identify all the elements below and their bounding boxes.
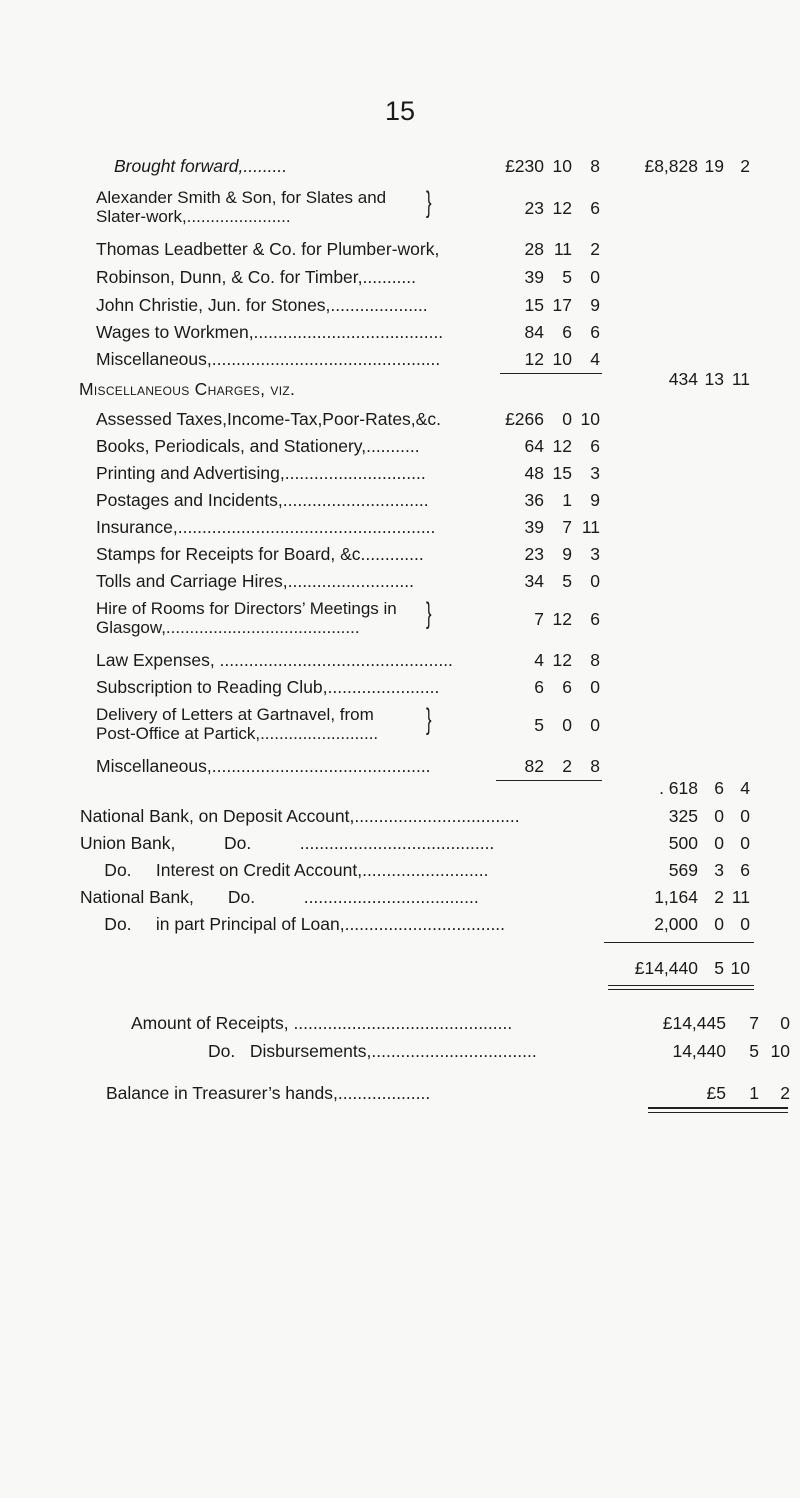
amount-shillings: 7 <box>749 1013 759 1033</box>
amount-shillings: 0 <box>562 715 572 735</box>
amount-pounds: 48 <box>524 463 544 483</box>
balance-pounds: £5 <box>706 1083 726 1103</box>
amount-pence: 2 <box>590 239 600 259</box>
grand-total-row <box>0 958 800 988</box>
amount-pence: 0 <box>740 806 750 826</box>
amount-pounds: 84 <box>524 322 544 342</box>
section-heading-row <box>0 379 800 409</box>
amount-pounds: £230 <box>505 156 544 176</box>
amount-pounds: 6 <box>534 677 544 697</box>
bank-description: Union Bank, Do. ........................................ <box>80 833 495 853</box>
amount-pounds: £14,445 <box>662 1013 726 1033</box>
subtotal-pounds: 434 <box>668 369 698 389</box>
charge-description <box>96 705 378 743</box>
payment-description: Miscellaneous,............................................... <box>96 349 441 369</box>
payment-row <box>0 267 800 297</box>
amount-pence: 0 <box>740 833 750 853</box>
amount-shillings: 6 <box>562 322 572 342</box>
amount-shillings: 15 <box>552 463 572 483</box>
total-pence: 2 <box>740 156 750 176</box>
amount-pence: 0 <box>780 1013 790 1033</box>
brace-icon: } <box>426 186 432 219</box>
amount-pounds: 36 <box>524 490 544 510</box>
amount-pence: 6 <box>590 198 600 218</box>
amount-pounds: 1,164 <box>654 887 698 907</box>
amount-pence: 6 <box>590 322 600 342</box>
amount-pence: 0 <box>740 914 750 934</box>
amount-shillings: 5 <box>749 1041 759 1061</box>
amount-shillings: 10 <box>552 156 572 176</box>
amount-pence: 11 <box>731 887 750 907</box>
amount-shillings: 2 <box>562 756 572 776</box>
amount-pence: 0 <box>590 571 600 591</box>
amount-pounds: 500 <box>668 833 698 853</box>
amount-pounds: £266 <box>505 409 544 429</box>
payment-row <box>0 239 800 269</box>
payment-description: Thomas Leadbetter & Co. for Plumber-work, <box>96 239 440 259</box>
amount-shillings: 0 <box>714 806 724 826</box>
charge-line-1: Delivery of Letters at Gartnavel, from <box>96 705 374 724</box>
brace-icon: } <box>426 703 432 736</box>
charge-description <box>96 599 397 637</box>
charge-description: Assessed Taxes,Income-Tax,Poor-Rates,&c. <box>96 409 441 429</box>
charge-row <box>0 490 800 520</box>
total-shillings: 19 <box>704 156 724 176</box>
amount-shillings: 17 <box>552 295 572 315</box>
amount-pence: 9 <box>590 295 600 315</box>
amount-pence: 8 <box>590 650 600 670</box>
bank-description: National Bank, Do. .................................... <box>80 887 479 907</box>
charge-row <box>0 517 800 547</box>
payment-row <box>0 295 800 325</box>
payment-description: John Christie, Jun. for Stones,.................... <box>96 295 428 315</box>
amount-pence: 9 <box>590 490 600 510</box>
amount-pence: 6 <box>590 436 600 456</box>
amount-pence: 0 <box>590 677 600 697</box>
bank-row <box>0 806 800 836</box>
bank-description: Do. Interest on Credit Account,.......................... <box>80 860 489 880</box>
amount-pounds: 39 <box>524 517 544 537</box>
charge-description: Tolls and Carriage Hires,.......................... <box>96 571 415 591</box>
brought-forward-row <box>0 156 800 186</box>
summary-label: Do. Disbursements,.................................. <box>208 1041 537 1061</box>
bank-row <box>0 833 800 863</box>
amount-pounds: 23 <box>524 544 544 564</box>
amount-pence: 10 <box>580 409 600 429</box>
total-rule <box>604 942 754 943</box>
charge-description: Law Expenses, ................................................ <box>96 650 453 670</box>
amount-pence: 3 <box>590 463 600 483</box>
charge-description: Insurance,..................................................... <box>96 517 436 537</box>
amount-pounds: 569 <box>668 860 698 880</box>
charge-row <box>0 677 800 707</box>
bank-row <box>0 914 800 944</box>
amount-pounds: 5 <box>534 715 544 735</box>
amount-shillings: 0 <box>562 409 572 429</box>
amount-shillings: 1 <box>562 490 572 510</box>
summary-label: Amount of Receipts, ............................................. <box>131 1013 513 1033</box>
payment-description: Robinson, Dunn, & Co. for Timber,........... <box>96 267 416 287</box>
total-pounds: £8,828 <box>644 156 698 176</box>
amount-pence: 10 <box>770 1041 790 1061</box>
amount-pounds: 23 <box>524 198 544 218</box>
subtotal-shillings: 6 <box>714 778 724 798</box>
amount-pounds: 325 <box>668 806 698 826</box>
amount-pence: 0 <box>590 267 600 287</box>
bank-description: Do. in part Principal of Loan,................................. <box>80 914 506 934</box>
charge-description: Subscription to Reading Club,....................... <box>96 677 440 697</box>
charge-row <box>0 597 800 637</box>
summary-row <box>0 1041 800 1071</box>
amount-pence: 6 <box>590 609 600 629</box>
charge-line-2: Glasgow,......................................... <box>96 618 360 637</box>
amount-pounds: 34 <box>524 571 544 591</box>
amount-shillings: 3 <box>714 860 724 880</box>
summary-row <box>0 1013 800 1043</box>
amount-pence: 8 <box>590 756 600 776</box>
amount-shillings: 5 <box>562 267 572 287</box>
charge-line-1: Hire of Rooms for Directors’ Meetings in <box>96 599 397 618</box>
amount-pounds: 2,000 <box>654 914 698 934</box>
misc-charges-heading: Miscellaneous Charges, viz. <box>79 379 296 399</box>
amount-pounds: 7 <box>534 609 544 629</box>
payment-description <box>96 188 386 226</box>
subtotal-pounds: . 618 <box>659 778 698 798</box>
charge-row <box>0 703 800 743</box>
double-rule <box>648 1107 788 1113</box>
amount-shillings: 9 <box>562 544 572 564</box>
misc-subtotal-row <box>0 778 800 808</box>
amount-pence: 3 <box>590 544 600 564</box>
charge-description: Printing and Advertising,............................. <box>96 463 426 483</box>
amount-pounds: 15 <box>524 295 544 315</box>
amount-pounds: 4 <box>534 650 544 670</box>
balance-shillings: 1 <box>749 1083 759 1103</box>
payment-description: Wages to Workmen,....................................... <box>96 322 444 342</box>
subtotal-shillings: 13 <box>704 369 724 389</box>
amount-shillings: 7 <box>562 517 572 537</box>
amount-pounds: 12 <box>524 349 544 369</box>
charge-row <box>0 571 800 601</box>
amount-pence: 4 <box>590 349 600 369</box>
payment-line-1: Alexander Smith & Son, for Slates and <box>96 188 387 207</box>
amount-shillings: 6 <box>562 677 572 697</box>
amount-pounds: 39 <box>524 267 544 287</box>
amount-pounds: 14,440 <box>672 1041 726 1061</box>
balance-label: Balance in Treasurer’s hands,................... <box>106 1083 431 1103</box>
amount-shillings: 12 <box>552 436 572 456</box>
payment-row <box>0 322 800 352</box>
amount-pence: 8 <box>590 156 600 176</box>
amount-pounds: 64 <box>524 436 544 456</box>
charge-row <box>0 409 800 439</box>
subtotal-pence: 4 <box>740 778 750 798</box>
charge-row <box>0 436 800 466</box>
amount-pounds: 28 <box>524 239 544 259</box>
page-number: 15 <box>384 96 416 126</box>
amount-pence: 11 <box>581 517 600 537</box>
charge-description: Stamps for Receipts for Board, &c............. <box>96 544 424 564</box>
grand-total-pence: 10 <box>730 958 750 978</box>
balance-pence: 2 <box>780 1083 790 1103</box>
amount-shillings: 12 <box>552 198 572 218</box>
brought-forward-label: Brought forward,......... <box>114 156 288 176</box>
payment-line-2: Slater-work,...................... <box>96 207 291 226</box>
amount-shillings: 2 <box>714 887 724 907</box>
charge-row <box>0 544 800 574</box>
amount-shillings: 12 <box>552 609 572 629</box>
amount-shillings: 11 <box>553 239 572 259</box>
subtotal-pence: 11 <box>731 369 750 389</box>
grand-total-pounds: £14,440 <box>634 958 698 978</box>
amount-pence: 6 <box>740 860 750 880</box>
amount-shillings: 0 <box>714 914 724 934</box>
double-rule <box>608 985 754 990</box>
charge-row <box>0 463 800 493</box>
bank-row <box>0 887 800 917</box>
payment-row <box>0 186 800 226</box>
grand-total-shillings: 5 <box>714 958 724 978</box>
amount-pounds: 82 <box>524 756 544 776</box>
bank-description: National Bank, on Deposit Account,.................................. <box>80 806 520 826</box>
amount-shillings: 5 <box>562 571 572 591</box>
amount-pence: 0 <box>590 715 600 735</box>
charge-description: Miscellaneous,............................................. <box>96 756 431 776</box>
charge-description: Postages and Incidents,.............................. <box>96 490 429 510</box>
amount-shillings: 0 <box>714 833 724 853</box>
brace-icon: } <box>426 597 432 630</box>
bank-row <box>0 860 800 890</box>
charge-description: Books, Periodicals, and Stationery,........... <box>96 436 420 456</box>
charge-row <box>0 650 800 680</box>
charge-line-2: Post-Office at Partick,......................... <box>96 724 379 743</box>
amount-shillings: 12 <box>552 650 572 670</box>
amount-shillings: 10 <box>552 349 572 369</box>
